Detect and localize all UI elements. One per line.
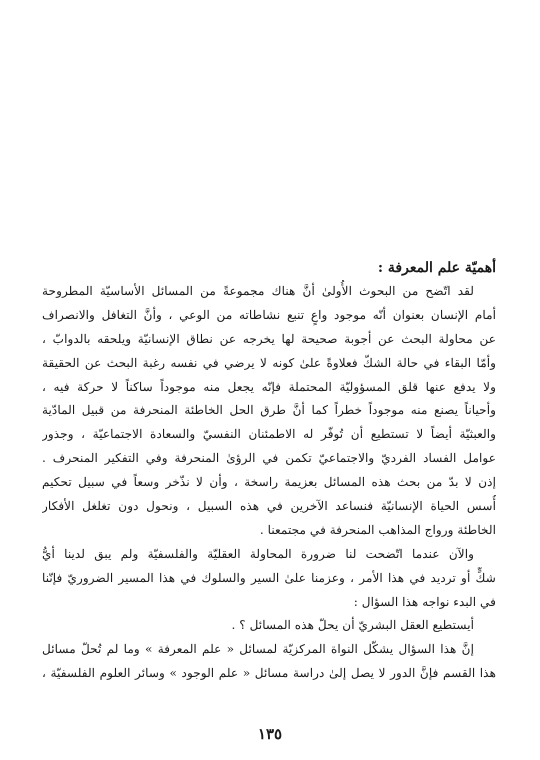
- paragraph-4: [42, 638, 496, 686]
- text-line: أُسس الحياة الإنسانيّة فنساعد الآخرين في هذه السبيل ، ونحول دون تغلغل الأفكار: [42, 499, 496, 514]
- paragraph-3: [42, 614, 496, 638]
- text-line: وأمّا البقاء في حالة الشكّ فعلاوةً علىٰ كونه لا يرضي في نفسه رغبة البحث عن الحقيقة: [42, 355, 496, 370]
- text-line: الخاطئة ورواج المذاهب المنحرفة في مجتمعنا .: [259, 522, 496, 537]
- text-line: إنَّ هذا السؤال يشكّل النواة المركزيّة لمسائل « علم المعرفة » وما لم تُحلّ مسائل: [42, 642, 474, 657]
- text-line: لقد اتّضح من البحوث الأُولىٰ أنَّ هناك مجموعةً من المسائل الأساسيّة المطروحة: [42, 284, 474, 298]
- text-line: أيستطيع العقل البشريّ أن يحلّ هذه المسائل ؟ .: [231, 618, 474, 633]
- section-heading: أهميّة علم المعرفة :: [377, 260, 496, 276]
- text-line: شكٍّ أو ترديد في هذا الأمر ، وعزمنا علىٰ السير والسلوك في هذا المسير الضروريّ فإنّنا: [42, 570, 496, 585]
- text-line: والعبثيّة أيضاً لا تستطيع أن تُوفّر له الاطمئنان النفسيّ والسعادة الاجتماعيّة ، وجذور: [42, 427, 496, 442]
- paragraph-2: [42, 543, 496, 615]
- text-line: عن محاولة البحث عن أجوبة صحيحة لها يخرجه عن نطاق الإنسانيّة ويلحقه بالدوابّ ،: [42, 331, 496, 346]
- text-line: هذا القسم فإنَّ الدور لا يصل إلىٰ دراسة مسائل « علم الوجود » وسائر العلوم الفلسفيّة ،: [42, 666, 496, 681]
- paragraph-1: [42, 280, 496, 543]
- page-number: ١٣٥: [257, 725, 283, 743]
- text-line: ولا يدفع عنها قلق المسؤوليّة المحتملة فإنّه يجعل منه موجوداً ساكناً لا حركة فيه ،: [42, 379, 496, 394]
- text-line: أمام الإنسان بعنوان أنّه موجود واعٍ تنبع نشاطاته من الوعي ، وأنَّ التغافل والانصراف: [42, 307, 496, 322]
- text-line: إذن لا بدّ من بحث هذه المسائل بعزيمة راسخة ، وأن لا نذّخر وسعاً في سبيل تحكيم: [42, 475, 496, 490]
- page-body: [42, 256, 496, 686]
- text-line: في البدء نواجه هذا السؤال :: [353, 594, 496, 609]
- text-line: والآن عندما اتّضحت لنا ضرورة المحاولة العقليّة والفلسفيّة ولم يبق لدينا أيُّ: [42, 546, 474, 561]
- text-line: وأحياناً يصنع منه موجوداً خطراً كما أنَّ طرق الحل الخاطئة المنحرفة من قبيل المادّية: [42, 403, 496, 418]
- text-line: عوامل الفساد الفرديّ والاجتماعيّ تكمن في الرؤىٰ المنحرفة وفي التفكير المنحرف .: [42, 451, 496, 466]
